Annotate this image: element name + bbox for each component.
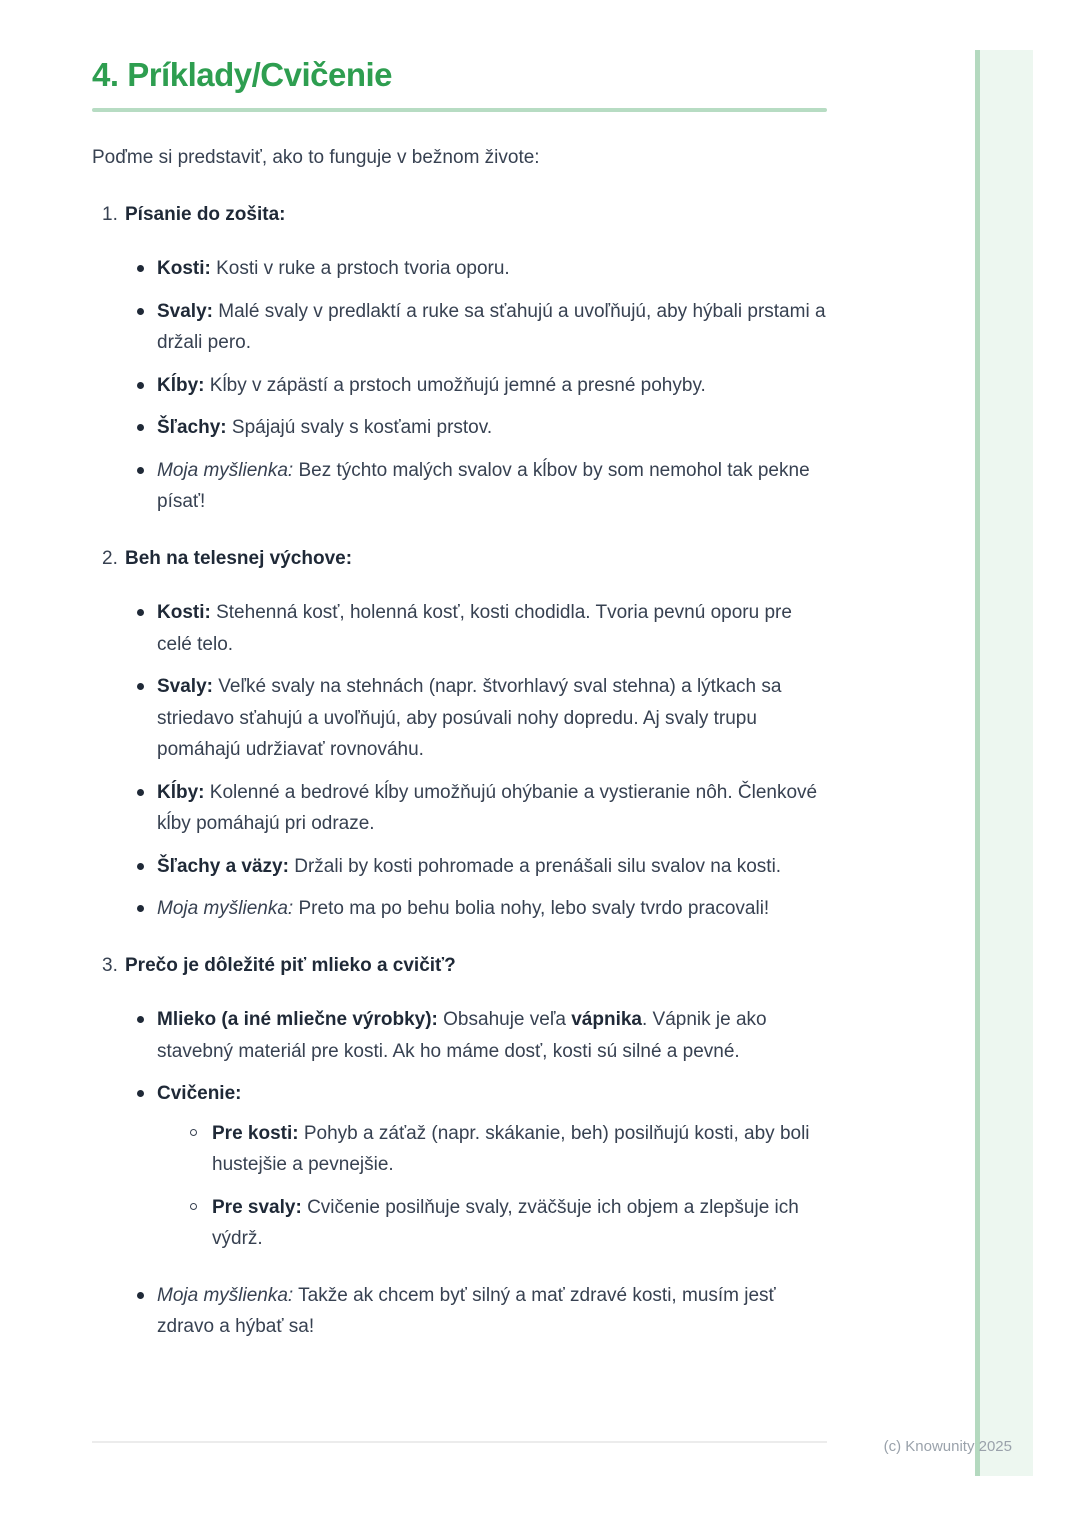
section-2-heading bbox=[92, 543, 827, 575]
section-1-list bbox=[92, 253, 827, 518]
item-body: . Vápnik je ako stavebný materiál pre kosti. Ak ho máme dosť, kosti sú silné a pevné. bbox=[157, 1009, 767, 1062]
footer-divider bbox=[92, 1441, 827, 1443]
item-body: Kĺby v zápästí a prstoch umožňujú jemné a presné pohyby. bbox=[204, 374, 706, 396]
list-item bbox=[137, 893, 827, 925]
list-item bbox=[137, 253, 827, 285]
item-lead: Kosti: bbox=[157, 258, 211, 279]
section-2-list bbox=[92, 597, 827, 925]
section-3 bbox=[92, 950, 827, 1343]
item-body: Malé svaly v predlaktí a ruke sa sťahujú a uvoľňujú, aby hýbali prstami a držali pero. bbox=[157, 300, 826, 353]
list-item bbox=[137, 370, 827, 402]
circle-bullet-icon bbox=[190, 1129, 197, 1136]
list-item bbox=[137, 777, 827, 840]
intro-paragraph: Poďme si predstaviť, ako to funguje v bežnom živote: bbox=[92, 147, 540, 168]
section-3-heading bbox=[92, 950, 827, 982]
section-1 bbox=[92, 199, 827, 518]
list-item bbox=[137, 296, 827, 359]
bullet-icon bbox=[137, 905, 144, 912]
document-page bbox=[92, 0, 827, 1354]
page-edge-accent-panel bbox=[980, 50, 1033, 1476]
item-lead-italic: Moja myšlienka: bbox=[157, 1284, 294, 1306]
item-body: Kolenné a bedrové kĺby umožňujú ohýbanie a vystieranie nôh. Členkové kĺby pomáhajú pri odraze. bbox=[157, 781, 818, 834]
footer-credit: (c) Knowunity 2025 bbox=[883, 1438, 1012, 1455]
bullet-icon bbox=[137, 308, 144, 315]
item-body: Spájajú svaly s kosťami prstov. bbox=[226, 417, 493, 438]
list-item bbox=[137, 1004, 827, 1067]
item-lead-italic: Moja myšlienka: bbox=[157, 898, 294, 919]
sub-list-item bbox=[190, 1192, 827, 1255]
item-body: Držali by kosti pohromade a prenášali silu svalov na kosti. bbox=[288, 855, 782, 877]
bullet-icon bbox=[137, 1090, 144, 1097]
sub-list bbox=[157, 1118, 827, 1255]
item-body: Cvičenie posilňuje svaly, zväčšuje ich objem a zlepšuje ich výdrž. bbox=[212, 1196, 799, 1249]
bullet-icon bbox=[137, 382, 144, 389]
list-item bbox=[137, 671, 827, 766]
bullet-icon bbox=[137, 424, 144, 431]
bullet-icon bbox=[137, 609, 144, 616]
list-item bbox=[137, 412, 827, 444]
bullet-icon bbox=[137, 683, 144, 690]
item-lead: Šľachy a väzy: bbox=[157, 855, 289, 877]
section-1-heading bbox=[92, 199, 827, 231]
page-title: 4. Príklady/Cvičenie bbox=[92, 56, 393, 93]
item-lead: Kĺby: bbox=[157, 781, 205, 803]
item-bold-word: vápnika bbox=[571, 1009, 642, 1030]
circle-bullet-icon bbox=[190, 1203, 197, 1210]
item-lead: Kĺby: bbox=[157, 374, 205, 396]
item-lead-italic: Moja myšlienka: bbox=[157, 459, 294, 481]
item-body: Veľké svaly na stehnách (napr. štvorhlavý sval stehna) a lýtkach sa striedavo sťahujú a uvoľňujú, aby posúvali nohy dopredu. Aj svaly trupu pomáhajú udržiavať rovnováhu. bbox=[157, 676, 782, 760]
bullet-icon bbox=[137, 265, 144, 272]
list-item bbox=[137, 1078, 827, 1269]
section-number: 3. bbox=[102, 954, 118, 976]
section-number: 1. bbox=[102, 203, 118, 225]
section-2 bbox=[92, 543, 827, 925]
item-body: Takže ak chcem byť silný a mať zdravé kosti, musím jesť zdravo a hýbať sa! bbox=[157, 1284, 776, 1337]
item-lead: Cvičenie: bbox=[157, 1083, 242, 1104]
item-body: Preto ma po behu bolia nohy, lebo svaly tvrdo pracovali! bbox=[293, 898, 770, 919]
item-lead: Pre svaly: bbox=[212, 1196, 302, 1218]
bullet-icon bbox=[137, 789, 144, 796]
bullet-icon bbox=[137, 863, 144, 870]
list-item bbox=[137, 851, 827, 883]
section-title: Beh na telesnej výchove: bbox=[125, 547, 353, 569]
bullet-icon bbox=[137, 467, 144, 474]
item-body: Stehenná kosť, holenná kosť, kosti chodidla. Tvoria pevnú oporu pre celé telo. bbox=[157, 602, 792, 655]
list-item bbox=[137, 597, 827, 660]
item-lead: Svaly: bbox=[157, 300, 213, 322]
section-3-list bbox=[92, 1004, 827, 1343]
item-lead: Mlieko (a iné mliečne výrobky): bbox=[157, 1009, 438, 1030]
item-lead: Pre kosti: bbox=[212, 1122, 299, 1144]
item-body: Obsahuje veľa bbox=[437, 1009, 572, 1030]
sub-list-item bbox=[190, 1118, 827, 1181]
item-body: Kosti v ruke a prstoch tvoria oporu. bbox=[210, 258, 510, 279]
bullet-icon bbox=[137, 1016, 144, 1023]
item-lead: Šľachy: bbox=[157, 417, 227, 438]
item-lead: Kosti: bbox=[157, 602, 211, 623]
title-underline bbox=[92, 108, 827, 112]
list-item bbox=[137, 1280, 827, 1343]
item-lead: Svaly: bbox=[157, 676, 213, 697]
list-item bbox=[137, 455, 827, 518]
item-body: Pohyb a záťaž (napr. skákanie, beh) posilňujú kosti, aby boli hustejšie a pevnejšie. bbox=[212, 1122, 810, 1175]
bullet-icon bbox=[137, 1292, 144, 1299]
section-number: 2. bbox=[102, 547, 118, 569]
item-body: Bez týchto malých svalov a kĺbov by som nemohol tak pekne písať! bbox=[157, 459, 810, 512]
section-title: Prečo je dôležité piť mlieko a cvičiť? bbox=[125, 954, 456, 976]
section-title: Písanie do zošita: bbox=[125, 203, 286, 225]
